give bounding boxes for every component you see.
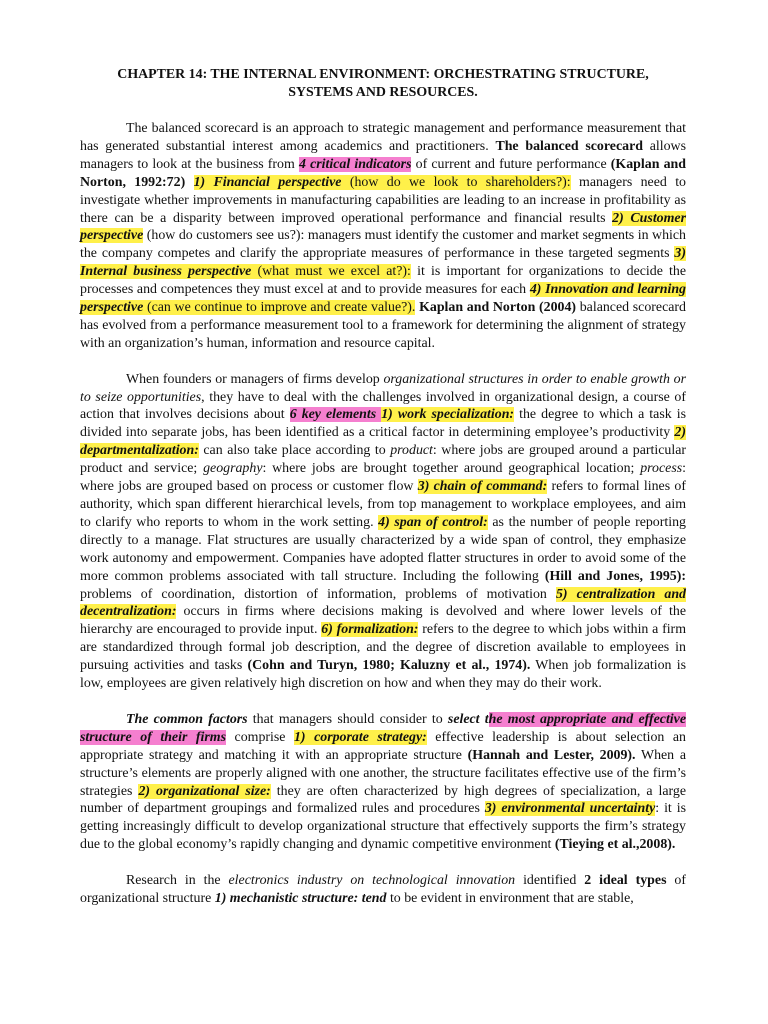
text-run: When a structure’s elements are properly aligned with one another, the structure facilitates effective use of the firm’s strategies: [80, 747, 686, 799]
citation: (Tieying et al.,2008).: [554, 837, 676, 853]
text-run: managers need to investigate whether improvements in manufacturing capabilities are leading to an increase in profitability as there can be a disparity between improved operational performance and financial results: [80, 174, 686, 226]
text-run: the degree to which a task is divided into separate jobs, has been identified as a critical factor in determining employee’s productivity: [80, 407, 686, 441]
highlight-pink: he most appropriate and effective structure of their firms: [80, 711, 686, 745]
highlight-yellow: 4) Innovation and learning perspective: [80, 282, 686, 316]
term-italic: geography: [203, 461, 263, 477]
text-run: can also take place according to: [198, 443, 391, 459]
chapter-title-line1: CHAPTER 14: THE INTERNAL ENVIRONMENT: ORCHESTRATING STRUCTURE,: [117, 67, 649, 82]
highlight-yellow: 3) Internal business perspective: [80, 246, 686, 280]
chapter-title: [80, 66, 686, 102]
text-run: comprise: [226, 729, 294, 745]
term-bold-italic: select t: [447, 711, 489, 727]
text-run: When job formalization is low, employees are given relatively high discretion on how and when they may do their work.: [80, 658, 686, 692]
citation: (Cohn and Turyn, 1980; Kaluzny et al., 1974).: [247, 658, 531, 674]
highlight-yellow: 5) centralization and decentralization:: [80, 586, 686, 620]
highlight-yellow: 2) departmentalization:: [80, 425, 686, 459]
text-run: as the number of people reporting directly to a manage. Flat structures are usually characterized by a wide span of control, they emphasize work autonomy and empowerment. Companies have adopted flatter structures in order to avoid some of the more common problems associated with tall structure. Including the following: [80, 514, 686, 584]
text-run: refers to the degree to which jobs within a firm are standardized through formal job description, and the degree of discretion available to employees in pursuing activities and tasks: [80, 622, 686, 674]
highlight-yellow: 1) corporate strategy:: [293, 729, 427, 745]
highlight-yellow: (how do we look to shareholders?):: [341, 174, 571, 190]
text-run: it is important for organizations to decide the processes and competences they must excel at and to provide measures for each: [80, 264, 686, 298]
highlight-yellow: 3) chain of command:: [417, 479, 548, 495]
highlight-yellow: 3) environmental uncertainty: [484, 801, 656, 817]
text-run: they are often characterized by high degrees of specialization, a large number of department groupings and formalized rules and procedures: [80, 783, 687, 817]
text-run: The balanced scorecard is an approach to strategic management and performance measurement that has generated substantial interest among academics and practitioners.: [80, 121, 686, 154]
paragraph-common-factors: [80, 711, 686, 854]
text-run: : it is getting increasingly difficult to develop organizational structure that effectively supports the firm’s strategy due to the global economy’s rapidly changing and dynamic competitive environment: [80, 801, 687, 853]
paragraph-balanced-scorecard: [80, 120, 686, 353]
text-run: effective leadership is about selection an appropriate strategy and matching it with an appropriate structure: [80, 729, 686, 763]
highlight-yellow: 2) Customer perspective: [80, 210, 686, 244]
text-run: allows managers to look at the business from: [80, 138, 686, 172]
text-run: [185, 175, 193, 190]
text-run: to be evident in environment that are stable,: [386, 890, 634, 906]
paragraph-organizational-structure: [80, 371, 686, 693]
highlight-yellow: 1) Financial perspective: [193, 174, 342, 190]
chapter-title-line2: SYSTEMS AND RESOURCES.: [288, 85, 478, 100]
highlight-yellow: 6) formalization:: [321, 622, 419, 638]
term-italic: organizational structures in order to enable growth or to seize opportunities: [80, 371, 686, 405]
term-bold-italic: The common factors: [126, 711, 248, 727]
text-run: of organizational structure: [80, 873, 686, 906]
text-run: : where jobs are brought together around geographical location;: [262, 461, 641, 477]
term-bold: The balanced scorecard: [495, 138, 643, 154]
term-italic: process: [640, 461, 683, 477]
citation: (Hill and Jones, 1995):: [544, 568, 686, 584]
text-run: , they have to deal with the challenges involved in organizational design, a course of action that involves decisions about: [80, 389, 687, 423]
citation: Kaplan and Norton (2004): [419, 300, 577, 316]
text-run: Research in the: [126, 873, 229, 889]
text-run: that managers should consider to: [247, 711, 448, 727]
highlight-yellow: (can we continue to improve and create value?).: [143, 300, 416, 316]
term-bold-italic: 1) mechanistic structure: tend: [214, 890, 387, 906]
highlight-pink: 6 key elements: [289, 407, 377, 423]
highlight-yellow: 4) span of control:: [378, 514, 488, 530]
highlight-pink: 4 critical indicators: [298, 156, 412, 172]
document-page: [80, 66, 686, 908]
text-run: of current and future performance: [411, 156, 611, 172]
text-run: balanced scorecard has evolved from a performance measurement tool to a framework for determining the alignment of strategy with an organization’s human, information and resource capital.: [80, 300, 686, 351]
term-italic: product: [390, 443, 433, 459]
highlight-yellow: 1) work specialization:: [381, 407, 515, 423]
text-run: identified: [515, 873, 585, 889]
highlight-yellow: (what must we excel at?):: [251, 264, 411, 280]
text-run: problems of coordination, distortion of information, problems of motivation: [80, 586, 556, 602]
citation: (Kaplan and Norton, 1992:72): [80, 156, 686, 190]
text-run: managers must identify the customer and market segments in which the company competes and clarify the appropriate measures of performance in these targeted segments: [80, 228, 686, 262]
text-run: refers to formal lines of authority, which span different hierarchical levels, from top management to workplace employees, and aim to clarify who reports to whom in the work setting.: [80, 479, 686, 530]
term-bold: 2 ideal types: [584, 873, 667, 889]
text-run: When founders or managers of firms develop: [126, 371, 384, 387]
text-run: : where jobs are grouped based on process or customer flow: [80, 461, 686, 495]
citation: (Hannah and Lester, 2009).: [467, 747, 636, 763]
term-italic: electronics industry on technological innovation: [228, 873, 516, 889]
paragraph-research: [80, 872, 686, 908]
text-run: occurs in firms where decisions making is devolved and where lower levels of the hierarchy are encouraged to provide input.: [80, 604, 686, 638]
text-run: (how do customers see us?):: [143, 228, 305, 244]
text-run: : where jobs are grouped around a particular product and service;: [80, 443, 686, 477]
highlight-yellow: 2) organizational size:: [138, 783, 271, 799]
